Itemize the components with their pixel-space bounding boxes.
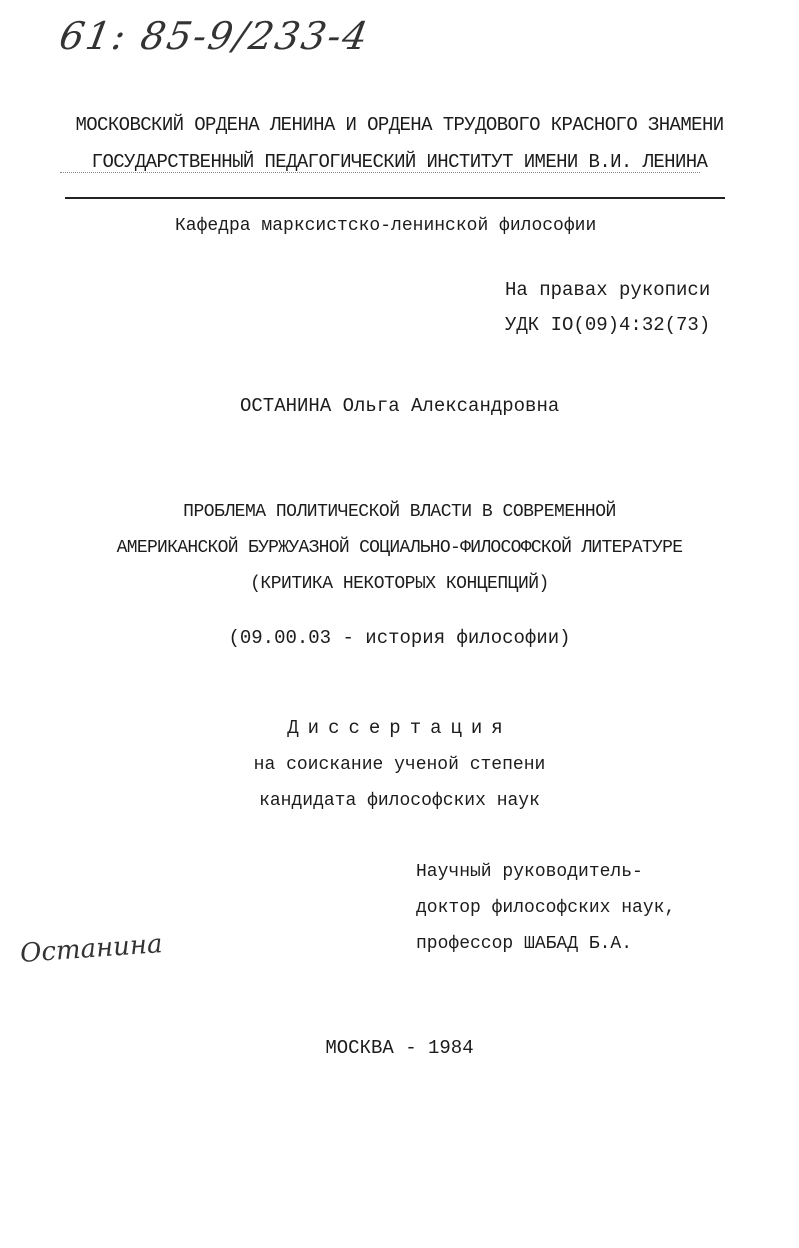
title-line-3: (КРИТИКА НЕКОТОРЫХ КОНЦЕПЦИЙ) xyxy=(250,574,549,594)
manuscript-note: На правах рукописи xyxy=(505,279,711,301)
document-type: Диссертация xyxy=(287,717,512,739)
supervisor-role: Научный руководитель- xyxy=(416,862,643,882)
title-line-2: АМЕРИКАНСКОЙ БУРЖУАЗНОЙ СОЦИАЛЬНО-ФИЛОСОФСКОЙ ЛИТЕРАТУРЕ xyxy=(116,538,683,558)
city-year: МОСКВА - 1984 xyxy=(325,1037,474,1059)
institution-line-2: ГОСУДАРСТВЕННЫЙ ПЕДАГОГИЧЕСКИЙ ИНСТИТУТ ИМЕНИ В.И. ЛЕНИНА xyxy=(91,151,708,173)
author-name: ОСТАНИНА Ольга Александровна xyxy=(240,395,560,417)
specialty: (09.00.03 - история философии) xyxy=(228,627,571,649)
supervisor-name: профессор ШАБАД Б.А. xyxy=(416,934,633,954)
supervisor-degree: доктор философских наук, xyxy=(416,898,676,918)
department: Кафедра марксистско-ленинской философии xyxy=(175,216,597,236)
archive-stamp: 61: 85-9/233-4 xyxy=(56,14,373,58)
institution-line-1: МОСКОВСКИЙ ОРДЕНА ЛЕНИНА И ОРДЕНА ТРУДОВОГО КРАСНОГО ЗНАМЕНИ xyxy=(75,114,724,136)
degree-line-1: на соискание ученой степени xyxy=(253,755,546,775)
title-line-1: ПРОБЛЕМА ПОЛИТИЧЕСКОЙ ВЛАСТИ В СОВРЕМЕННОЙ xyxy=(183,502,616,522)
udc-code: УДК IO(09)4:32(73) xyxy=(505,314,711,336)
dotted-underline xyxy=(60,172,700,173)
author-signature: Останина xyxy=(19,929,164,969)
header-rule xyxy=(65,197,725,199)
degree-line-2: кандидата философских наук xyxy=(259,791,540,811)
